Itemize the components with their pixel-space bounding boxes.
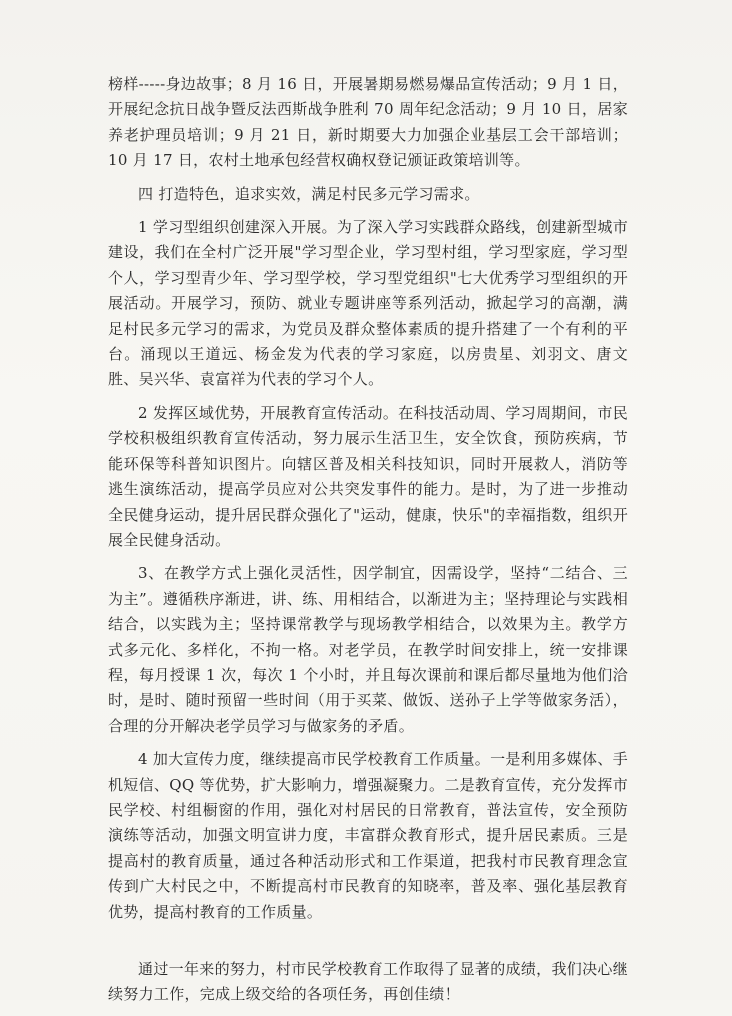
document-body xyxy=(108,72,628,1016)
paragraph-4: 4 加大宣传力度，继续提高市民学校教育工作质量。一是利用多媒体、手机短信、QQ 等优势，扩大影响力，增强凝聚力。二是教育宣传，充分发挥市民学校、村组橱窗的作用，强化对村居民的日常教育，普法宣传，安全预防演练等活动，加强文明宣讲力度，丰富群众教育形式，提升居民素质。三是提高村的教育质量，通过各种活动形式和工作渠道，把我村市民教育理念宣传到广大村民之中，不断提高村市民教育的知晓率，普及率、强化基层教育优势，提高村教育的工作质量。 xyxy=(108,750,628,921)
paragraph-continuation: 榜样-----身边故事；8 月 16 日，开展暑期易燃易爆品宣传活动；9 月 1 日，开展纪念抗日战争暨反法西斯战争胜利 70 周年纪念活动；9 月 10 日，居家养老护理员培训；9 月 21 日，新时期要大力加强企业基层工会干部培训；10 月 17 日，农村土地承包经营权确权登记颁证政策培训等。 xyxy=(108,75,628,170)
section-heading: 四 打造特色，追求实效，满足村民多元学习需求。 xyxy=(138,184,480,203)
paragraph-3: 3、在教学方式上强化灵活性，因学制宜，因需设学，坚持“二结合、三为主”。遵循秩序渐进，讲、练、用相结合，以渐进为主；坚持理论与实践相结合，以实践为主；坚持课常教学与现场教学相结合，以效果为主。教学方式多元化、多样化，不拘一格。对老学员，在教学时间安排上，统一安排课程，每月授课 1 次，每次 1 个小时，并且每次课前和课后都尽量地为他们洽时，是时、随时预留一些时间（用于买菜、做饭、送孙子上学等做家务活），合理的分开解决老学员学习与做家务的矛盾。 xyxy=(108,564,628,735)
spacer xyxy=(108,933,628,957)
paragraph-1: 1 学习型组织创建深入开展。为了深入学习实践群众路线，创建新型城市建设，我们在全村广泛开展"学习型企业，学习型村组，学习型家庭，学习型个人，学习型青少年、学习型学校，学习型党组织"七大优秀学习型组织的开展活动。开展学习，预防、就业专题讲座等系列活动，掀起学习的高潮，满足村民多元学习的需求，为党员及群众整体素质的提升搭建了一个有利的平台。涌现以王道远、杨金发为代表的学习家庭，以房贵星、刘羽文、唐文胜、吴兴华、袁富祥为代表的学习个人。 xyxy=(108,218,628,389)
closing-paragraph: 通过一年来的努力，村市民学校教育工作取得了显著的成绩，我们决心继续努力工作，完成上级交给的各项任务，再创佳绩！ xyxy=(108,960,628,1004)
paragraph-2: 2 发挥区域优势，开展教育宣传活动。在科技活动周、学习周期间，市民学校积极组织教育宣传活动，努力展示生活卫生，安全饮食，预防疾病，节能环保等科普知识图片。向辖区普及相关科技知识，同时开展救人，消防等逃生演练活动，提高学员应对公共突发事件的能力。是时，为了进一步推动全民健身运动，提升居民群众强化了"运动，健康，快乐"的幸福指数，组织开展全民健身活动。 xyxy=(108,403,628,549)
